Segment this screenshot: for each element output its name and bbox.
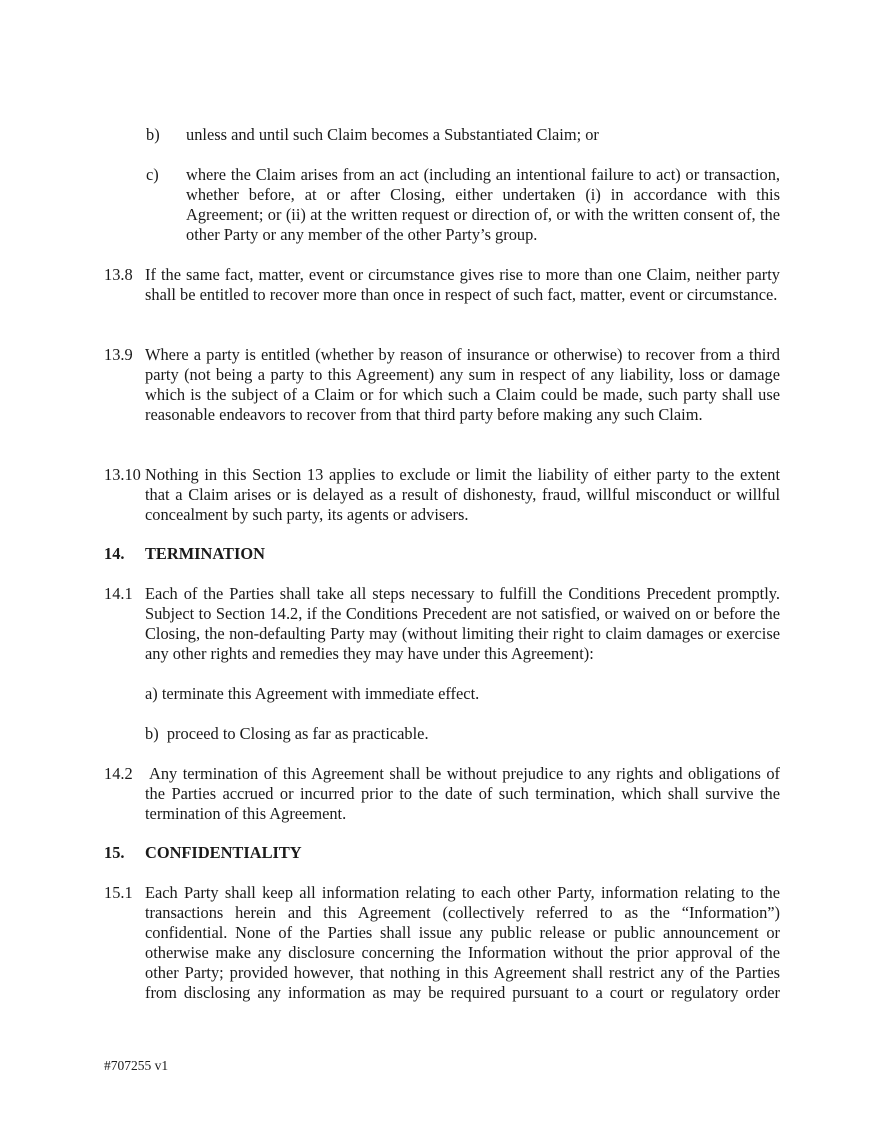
item-text-b: unless and until such Claim becomes a Substantiated Claim; or <box>186 125 599 144</box>
item-label-c: c) <box>146 165 159 184</box>
clause-text-15-1: Each Party shall keep all information relating to each other Party, information relating to the transactions herein and this Agreement (collectively referred to as the “Information”) confidential. None of the Parties shall issue any public release or public announcement or otherwise make any disclosure concerning the Information without the prior approval of the other Party; provided however, that nothing in this Agreement shall restrict any of the Parties from disclosing any information as may be required pursuant to a court or regulatory order <box>145 883 780 1002</box>
clause-text-13-9: Where a party is entitled (whether by reason of insurance or otherwise) to recover from a third party (not being a party to this Agreement) any sum in respect of any liability, loss or damage which is the subject of a Claim or for which such a Claim could be made, such party shall use reasonable endeavors to recover from that third party before making any such Claim. <box>145 345 780 424</box>
clause-number-14-1: 14.1 <box>104 584 133 603</box>
clause-text-14-2: Any termination of this Agreement shall be without prejudice to any rights and obligations of the Parties accrued or incurred prior to the date of such termination, which shall survive the termination of this Agreement. <box>145 764 780 823</box>
clause-text-13-10: Nothing in this Section 13 applies to exclude or limit the liability of either party to the extent that a Claim arises or is delayed as a result of dishonesty, fraud, willful misconduct or willful concealment by such party, its agents or advisers. <box>145 465 780 524</box>
item-label-b: b) <box>146 125 160 144</box>
clause-number-15-1: 15.1 <box>104 883 133 902</box>
item-text-c: where the Claim arises from an act (including an intentional failure to act) or transaction, whether before, at or after Closing, either undertaken (i) in accordance with this Agreement; or (ii) at the written request or direction of, or with the written consent of, the other Party or any member of the other Party’s group. <box>186 165 780 244</box>
clause-number-13-10: 13.10 <box>104 465 141 484</box>
document-footer-id: #707255 v1 <box>104 1058 169 1073</box>
section-title-termination: TERMINATION <box>145 544 265 563</box>
section-number-14: 14. <box>104 544 125 563</box>
clause-number-14-2: 14.2 <box>104 764 133 783</box>
clause-number-13-8: 13.8 <box>104 265 133 284</box>
clause-14-1-option-a: a) terminate this Agreement with immediate effect. <box>145 684 480 703</box>
clause-text-14-1: Each of the Parties shall take all steps necessary to fulfill the Conditions Precedent promptly. Subject to Section 14.2, if the Conditions Precedent are not satisfied, or waived on or before the Closing, the non-defaulting Party may (without limiting their right to claim damages or exercise any other rights and remedies they may have under this Agreement): <box>145 584 780 663</box>
section-number-15: 15. <box>104 843 125 862</box>
clause-14-1-option-b: b) proceed to Closing as far as practicable. <box>145 724 429 743</box>
section-title-confidentiality: CONFIDENTIALITY <box>145 843 302 862</box>
clause-number-13-9: 13.9 <box>104 345 133 364</box>
clause-text-13-8: If the same fact, matter, event or circumstance gives rise to more than one Claim, neither party shall be entitled to recover more than once in respect of such fact, matter, event or circumstance. <box>145 265 780 304</box>
